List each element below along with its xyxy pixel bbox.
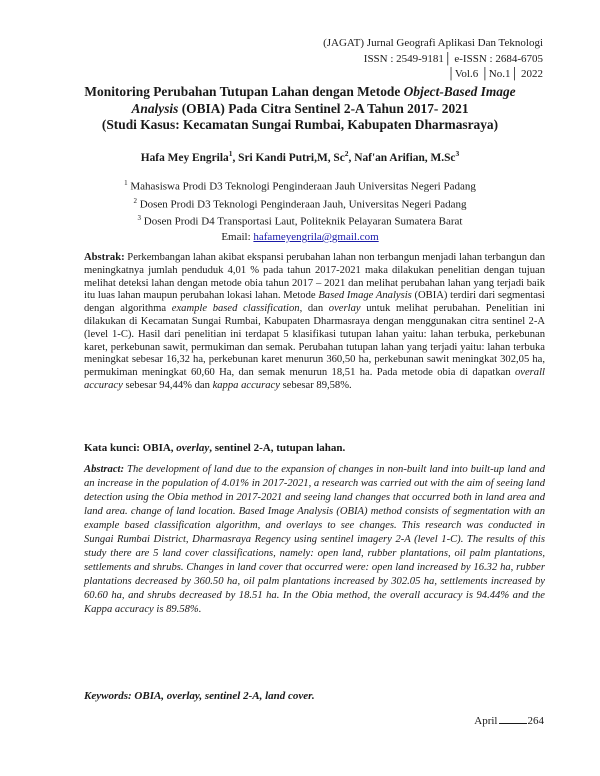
journal-header bbox=[223, 36, 543, 83]
abstract-indonesian bbox=[84, 252, 545, 393]
affiliation-text: Mahasiswa Prodi D3 Teknologi Penginderaan Jauh Universitas Negeri Padang bbox=[127, 180, 476, 193]
title-line1: Monitoring Perubahan Tutupan Lahan dengan Metode bbox=[84, 84, 404, 99]
affiliation-text: Dosen Prodi D4 Transportasi Laut, Politeknik Pelayaran Sumatera Barat bbox=[141, 215, 463, 228]
author-3-sup: 3 bbox=[455, 149, 460, 158]
abstract-italic: Based Image Analysis bbox=[318, 290, 412, 302]
abstract-italic: overlay bbox=[328, 303, 361, 315]
paper-title bbox=[60, 84, 540, 134]
abstract-text: (OBIA) terdiri dari segmentasi dengan algorithma bbox=[84, 290, 545, 315]
abstract-english bbox=[84, 463, 545, 616]
title-line1-italic: Object-Based Image bbox=[403, 84, 516, 99]
email-link[interactable]: hafameyengrila@gmail.com bbox=[253, 231, 379, 243]
affiliation-sup: 2 bbox=[133, 196, 137, 205]
abstract-text: Perkembangan lahan akibat ekspansi perubahan lahan non terbangun menjadi lahan terbangun dan meningkatnya jumlah penduduk 4,01 % pada tahun 2017-2021 maka dilakukan penelitian dengan tujuan melihat deteksi lahan dengan metode obia tahun 2017 – 2021 dan melihat perubahan lahan yang terjadi baik itu luas lahan maupun perubahan lokasi lahan. Metode bbox=[84, 252, 545, 302]
keywords-english: Keywords: OBIA, overlay, sentinel 2-A, land cover. bbox=[84, 690, 315, 702]
author-3: , Naf'an Arifian, M.Sc bbox=[348, 151, 456, 164]
affiliation-sup: 3 bbox=[137, 214, 142, 223]
keywords-indonesian bbox=[84, 442, 545, 454]
keywords-rest: , sentinel 2-A, tutupan lahan. bbox=[209, 442, 346, 454]
affiliation-text: Dosen Prodi D3 Teknologi Penginderaan Jauh, Universitas Negeri Padang bbox=[136, 198, 467, 211]
page-number: 264 bbox=[527, 715, 544, 727]
abstract-label: Abstract: bbox=[84, 464, 125, 475]
affiliations bbox=[60, 176, 540, 229]
email-line bbox=[60, 231, 540, 243]
footer-rule bbox=[499, 723, 527, 724]
keywords-italic: overlay bbox=[176, 442, 210, 454]
abstract-text: sebesar 94,44% dan bbox=[122, 379, 213, 391]
abstract-text: untuk melihat perubahan. Penelitian ini dilakukan di Kecamatan Sungai Rumbai, Kabupaten Dharmasraya dengan menggunakan citra sentinel 2-A (level 1-C). Hasil dari penelitian ini terdapat 5 klasifikasi tutupan lahan yaitu: lahan terbuka, perkebunan karet, perkebunan sawit, permukiman dan semak. Perubahan tutupan lahan yang terjadi yaitu: lahan terbuka meningkat sebesar 16,32 ha, perkebunan karet menurun 360,50 ha, perkebunan sawit meningkat 302,05 ha, permukiman meningkat 60,60 Ha, dan semak menurun 18,51 ha. Pada metode obia di dapatkan bbox=[84, 303, 545, 379]
author-1-sup: 1 bbox=[228, 149, 233, 158]
keywords-label: Kata kunci: OBIA, bbox=[84, 442, 177, 454]
affiliation-1 bbox=[60, 176, 540, 194]
affiliation-sup: 1 bbox=[124, 179, 128, 187]
journal-issn: ISSN : 2549-9181│ e-ISSN : 2684-6705 bbox=[363, 52, 543, 65]
page-footer bbox=[474, 715, 544, 727]
title-line3: (Studi Kasus: Kecamatan Sungai Rumbai, Kabupaten Dharmasraya) bbox=[101, 117, 499, 132]
abstrak-label: Abstrak: bbox=[84, 252, 125, 263]
abstract-italic: overall accuracy bbox=[84, 367, 545, 391]
author-2: , Sri Kandi Putri,M, Sc bbox=[232, 151, 345, 164]
title-line2-italic: Analysis bbox=[131, 100, 179, 116]
abstract-text: , dan bbox=[299, 303, 329, 315]
footer-month: April bbox=[474, 715, 498, 727]
journal-name: (JAGAT) Jurnal Geografi Aplikasi Dan Teknologi bbox=[323, 37, 543, 49]
author-list bbox=[60, 149, 540, 164]
author-1: Hafa Mey Engrila bbox=[140, 151, 229, 164]
abstract-italic: kappa accuracy bbox=[212, 379, 280, 391]
author-2-sup: 2 bbox=[344, 149, 349, 158]
affiliation-2 bbox=[60, 194, 540, 212]
abstract-english-text: The development of land due to the expansion of changes in non-built land into built-up land and an increase in the population of 4.01% in 2017-2021, a research was carried out with the aim of seeing land detection using the Obia method in 2017-2021 and seeing land changes that occurred both in land area and land area. change of land location. Based Image Analysis (OBIA) method consists of segmentation with an example based classification algorithm, and overlays to see changes. This research was conducted in Sungai Rumbai District, Dharmasraya Regency using sentinel imagery 2-A (level 1-C). The results of this study there are 5 land cover classifications, namely: open land, rubber plantations, oil palm plantations, settlements and shrubs. Changes in land cover that occurred were: open land increased by 16.32 ha, rubber plantations decreased by 360.50 ha, oil palm plantations increased by 302.05 ha, settlements increased by 60.60 ha, and shrubs decreased by 18.51 ha. In the Obia method, the overall accuracy is 94.44% and the Kappa accuracy is 89.58%. bbox=[84, 464, 545, 615]
title-line2: (OBIA) Pada Citra Sentinel 2-A Tahun 2017- 2021 bbox=[178, 100, 469, 116]
journal-volume: │Vol.6 │No.1│ 2022 bbox=[447, 68, 543, 80]
email-label: Email: bbox=[221, 231, 254, 243]
abstract-italic: example based classification bbox=[171, 303, 300, 315]
abstract-text: sebesar 89,58%. bbox=[279, 379, 352, 391]
affiliation-3 bbox=[60, 211, 540, 229]
